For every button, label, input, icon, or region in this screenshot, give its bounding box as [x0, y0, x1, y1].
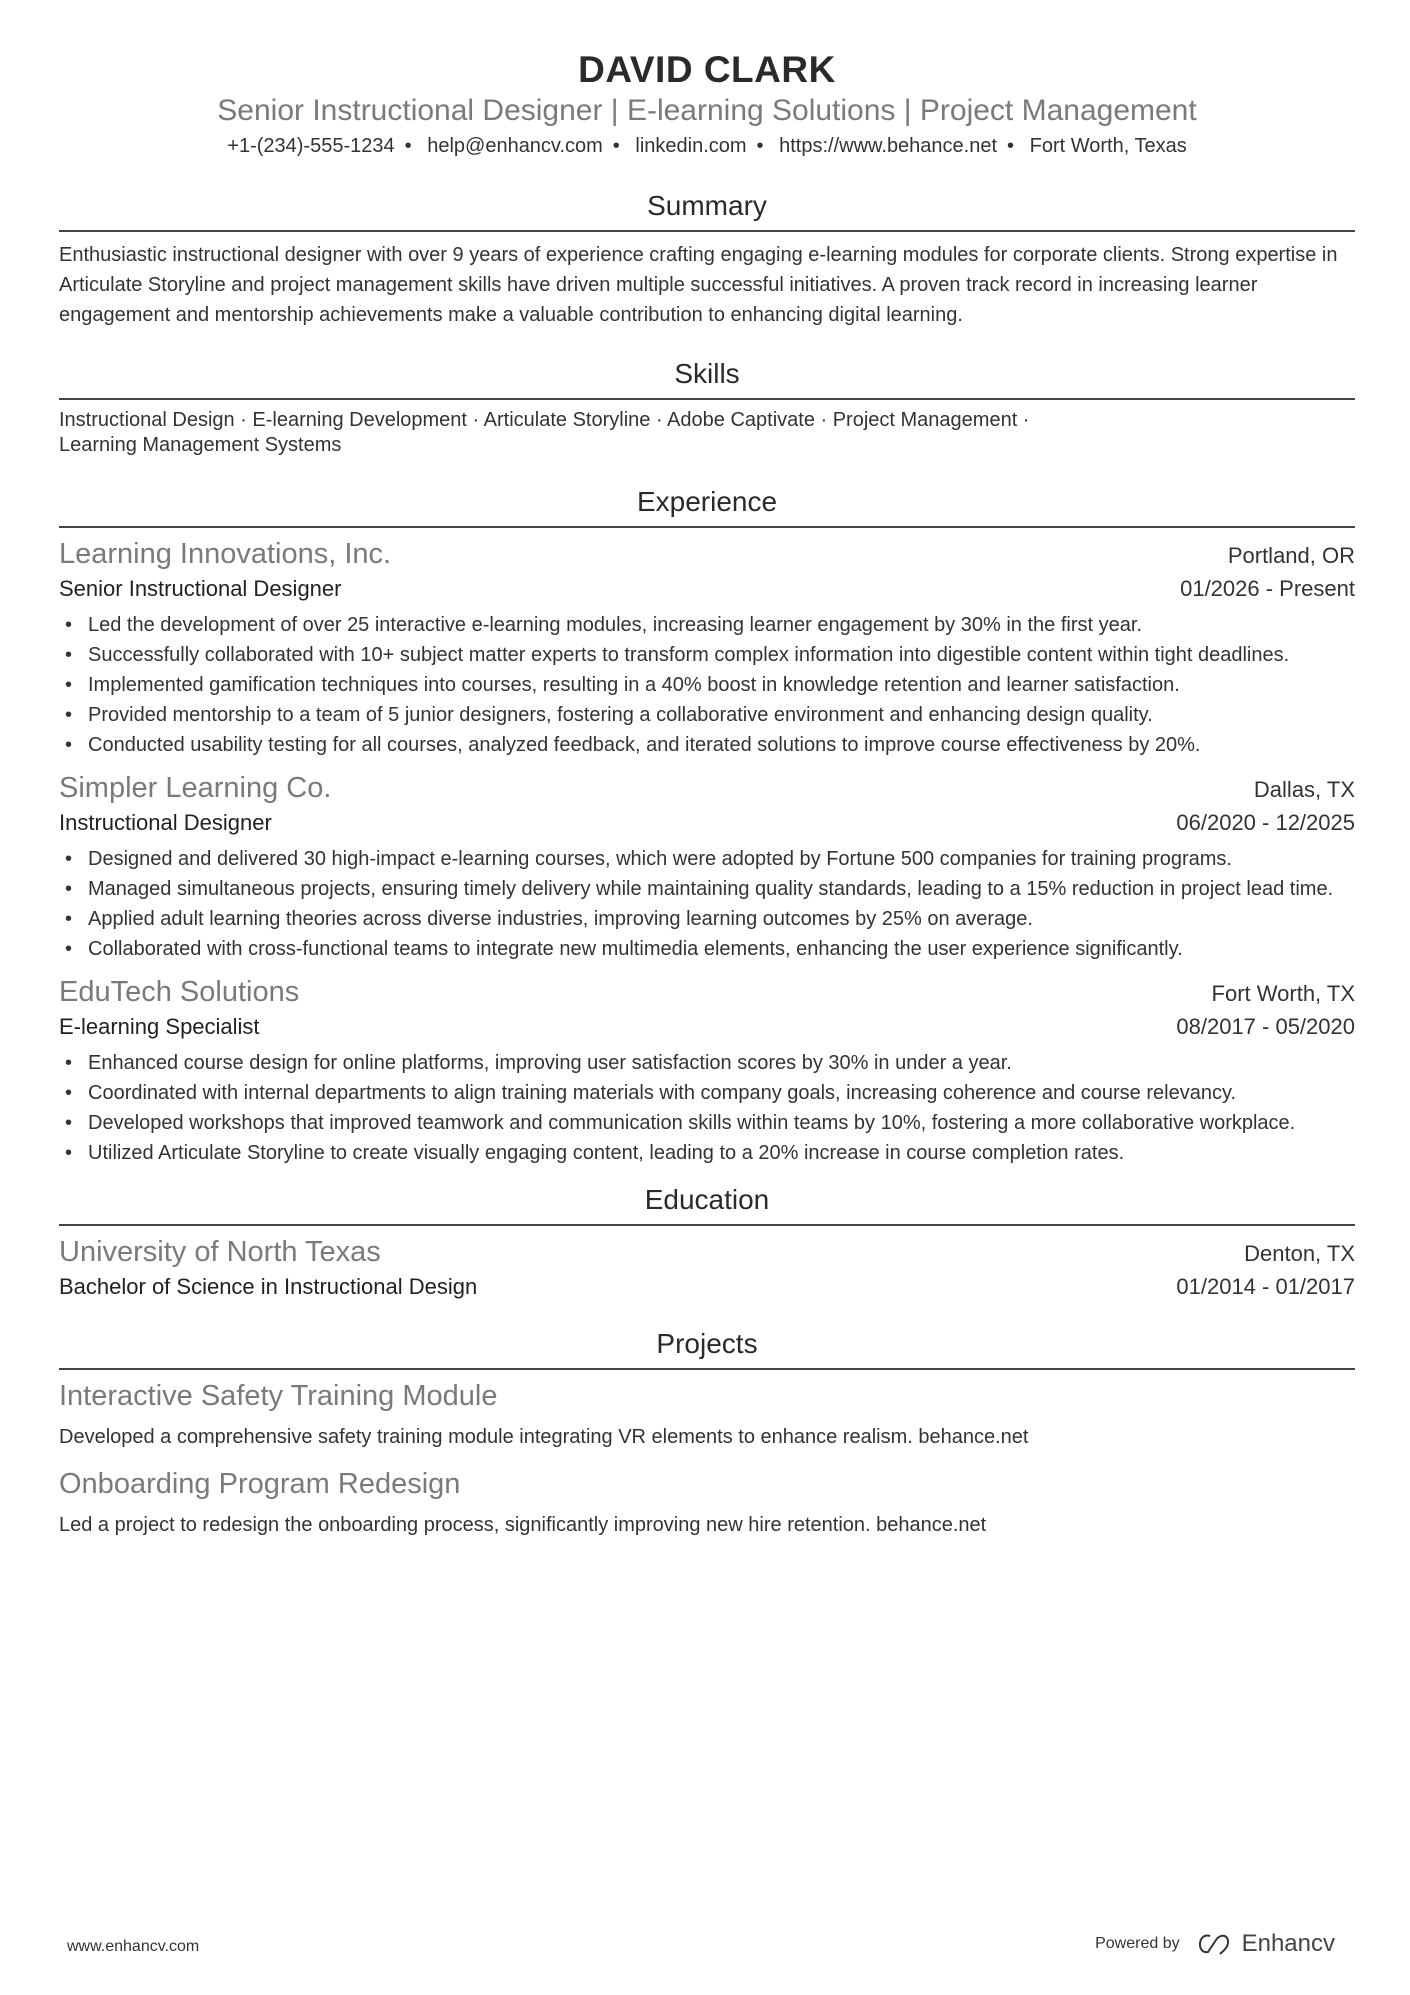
job-location: Portland, OR — [1227, 543, 1355, 568]
job-title: Senior Instructional Designer — [59, 576, 342, 601]
degree: Bachelor of Science in Instructional Design — [59, 1274, 478, 1299]
job-bullet: • Enhanced course design for online platforms, improving user satisfaction scores by 30% in under a year. — [59, 1048, 1355, 1078]
skills-list — [59, 408, 1355, 458]
company-name: Simpler Learning Co. — [59, 772, 332, 804]
footer-website[interactable]: www.enhancv.com — [67, 1938, 200, 1955]
job-bullet: • Provided mentorship to a team of 5 junior designers, fostering a collaborative environment and enhancing design quality. — [59, 700, 1355, 730]
job-bullets — [59, 610, 1355, 760]
job-bullet: • Coordinated with internal departments to align training materials with company goals, increasing coherence and course relevancy. — [59, 1078, 1355, 1108]
project-description: Led a project to redesign the onboarding process, significantly improving new hire retention. behance.net — [59, 1514, 987, 1536]
behance-link[interactable]: https://www.behance.net — [779, 135, 998, 157]
skills-line: Learning Management Systems — [59, 434, 342, 456]
experience-list — [59, 536, 1355, 1168]
divider — [59, 1368, 1355, 1370]
job-location: Fort Worth, TX — [1211, 981, 1355, 1006]
project-description: Developed a comprehensive safety training module integrating VR elements to enhance realism. behance.net — [59, 1426, 1029, 1448]
job-dates: 01/2026 - Present — [1180, 576, 1355, 601]
job-bullet: • Implemented gamification techniques into courses, resulting in a 40% boost in knowledge retention and learner satisfaction. — [59, 670, 1355, 700]
contact-info: +1-(234)-555-1234 • help@enhancv.com • linkedin.com • https://www.behance.net • Fort Worth, Texas — [227, 135, 1187, 157]
company-name: EduTech Solutions — [59, 976, 300, 1008]
job-entry — [59, 770, 1355, 964]
summary-text: Enthusiastic instructional designer with over 9 years of experience crafting engaging e-learning modules for corporate clients. Strong expertise in Articulate Storyline and project management skills have driven multiple successful initiatives. A proven track record in increasing learner engagement and mentorship achievements make a valuable contribution to enhancing digital learning. — [59, 244, 1338, 326]
divider — [59, 526, 1355, 528]
education-dates: 01/2014 - 01/2017 — [1176, 1274, 1355, 1299]
skills-line: Instructional Design · E-learning Development · Articulate Storyline · Adobe Captivate · Project Management · — [59, 409, 1030, 431]
projects-list — [59, 1378, 1355, 1540]
enhancv-logo[interactable] — [1194, 1930, 1335, 1958]
job-entry — [59, 536, 1355, 760]
divider — [59, 230, 1355, 232]
company-name: Learning Innovations, Inc. — [59, 538, 392, 570]
projects-heading: Projects — [656, 1328, 758, 1359]
footer-branding — [1095, 1930, 1335, 1958]
job-bullets — [59, 844, 1355, 964]
education-entry — [59, 1234, 1355, 1304]
job-bullet: • Developed workshops that improved teamwork and communication skills within teams by 10%, fostering a more collaborative workplace. — [59, 1108, 1355, 1138]
job-dates: 08/2017 - 05/2020 — [1176, 1014, 1355, 1039]
brand-name: Enhancv — [1241, 1930, 1335, 1957]
enhancv-logo-icon — [1194, 1932, 1234, 1956]
linkedin-link[interactable]: linkedin.com — [635, 135, 747, 157]
skills-heading: Skills — [674, 358, 740, 389]
experience-heading: Experience — [636, 486, 778, 517]
job-bullet: • Collaborated with cross-functional teams to integrate new multimedia elements, enhancing the user experience significantly. — [59, 934, 1355, 964]
project-entry — [59, 1378, 1355, 1452]
job-bullet: • Managed simultaneous projects, ensuring timely delivery while maintaining quality standards, leading to a 15% reduction in project lead time. — [59, 874, 1355, 904]
education-heading: Education — [644, 1184, 770, 1215]
divider — [59, 398, 1355, 400]
job-location: Dallas, TX — [1253, 777, 1355, 802]
project-title: Interactive Safety Training Module — [59, 1380, 498, 1412]
job-title: Instructional Designer — [59, 810, 272, 835]
candidate-name: DAVID CLARK — [578, 49, 836, 90]
project-title: Onboarding Program Redesign — [59, 1468, 461, 1500]
job-bullets — [59, 1048, 1355, 1168]
location: Fort Worth, Texas — [1029, 135, 1187, 157]
job-bullet: • Utilized Articulate Storyline to create visually engaging content, leading to a 20% increase in course completion rates. — [59, 1138, 1355, 1168]
email-link[interactable]: help@enhancv.com — [427, 135, 603, 157]
phone: +1-(234)-555-1234 — [227, 135, 395, 157]
project-entry — [59, 1466, 1355, 1540]
job-bullet: • Led the development of over 25 interactive e-learning modules, increasing learner engagement by 30% in the first year. — [59, 610, 1355, 640]
job-title: E-learning Specialist — [59, 1014, 260, 1039]
job-bullet: • Conducted usability testing for all courses, analyzed feedback, and iterated solutions to improve course effectiveness by 20%. — [59, 730, 1355, 760]
summary-heading: Summary — [647, 190, 767, 221]
powered-by-label: Powered by — [1095, 1935, 1180, 1952]
job-bullet: • Successfully collaborated with 10+ subject matter experts to transform complex information into digestible content within tight deadlines. — [59, 640, 1355, 670]
school-name: University of North Texas — [59, 1236, 381, 1268]
school-location: Denton, TX — [1244, 1241, 1355, 1266]
job-entry — [59, 974, 1355, 1168]
divider — [59, 1224, 1355, 1226]
job-bullet: • Applied adult learning theories across diverse industries, improving learning outcomes by 25% on average. — [59, 904, 1355, 934]
resume — [59, 48, 1355, 1554]
job-bullet: • Designed and delivered 30 high-impact e-learning courses, which were adopted by Fortune 500 companies for training programs. — [59, 844, 1355, 874]
job-dates: 06/2020 - 12/2025 — [1176, 810, 1355, 835]
headline: Senior Instructional Designer | E-learning Solutions | Project Management — [217, 94, 1197, 127]
